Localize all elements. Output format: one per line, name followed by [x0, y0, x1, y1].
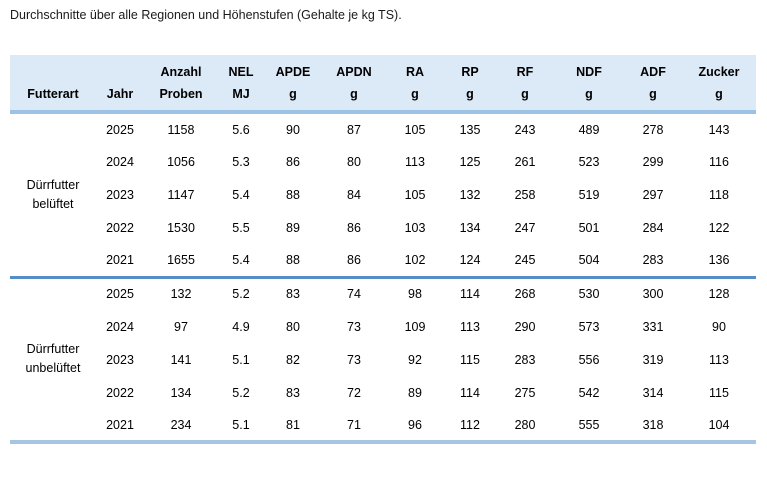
- column-header-line1: RA: [405, 65, 425, 79]
- value-cell: 96: [386, 409, 444, 442]
- value-cell: 114: [444, 376, 496, 409]
- value-cell: 125: [444, 145, 496, 178]
- value-cell: 80: [264, 310, 322, 343]
- column-header-line1: RF: [516, 65, 534, 79]
- value-cell: 90: [682, 310, 756, 343]
- value-cell: 519: [554, 178, 624, 211]
- column-header-line2: Proben: [159, 87, 203, 101]
- column-header-line1: ADF: [640, 65, 666, 79]
- value-cell: 86: [322, 211, 386, 244]
- year-cell: 2025: [96, 277, 144, 310]
- value-cell: 501: [554, 211, 624, 244]
- year-cell: 2025: [96, 112, 144, 145]
- value-cell: 114: [444, 277, 496, 310]
- value-cell: 245: [496, 244, 554, 277]
- value-cell: 112: [444, 409, 496, 442]
- table-header: [10, 55, 756, 112]
- value-cell: 88: [264, 244, 322, 277]
- value-cell: 86: [322, 244, 386, 277]
- value-cell: 82: [264, 343, 322, 376]
- value-cell: 280: [496, 409, 554, 442]
- value-cell: 81: [264, 409, 322, 442]
- value-cell: 71: [322, 409, 386, 442]
- value-cell: 92: [386, 343, 444, 376]
- value-cell: 72: [322, 376, 386, 409]
- value-cell: 5.4: [218, 178, 264, 211]
- value-cell: 83: [264, 277, 322, 310]
- value-cell: 124: [444, 244, 496, 277]
- value-cell: 5.6: [218, 112, 264, 145]
- feed-type-cell: [10, 277, 96, 442]
- column-header-line2: g: [411, 87, 419, 101]
- header-row: [10, 55, 756, 112]
- column-header: [218, 55, 264, 112]
- value-cell: 113: [444, 310, 496, 343]
- column-header: [264, 55, 322, 112]
- value-cell: 89: [386, 376, 444, 409]
- value-cell: 247: [496, 211, 554, 244]
- value-cell: 143: [682, 112, 756, 145]
- value-cell: 275: [496, 376, 554, 409]
- value-cell: 319: [624, 343, 682, 376]
- value-cell: 283: [496, 343, 554, 376]
- value-cell: 4.9: [218, 310, 264, 343]
- column-header-line1: [96, 55, 144, 84]
- table-row: [10, 178, 756, 211]
- value-cell: 299: [624, 145, 682, 178]
- column-header-line2: g: [350, 87, 358, 101]
- value-cell: 258: [496, 178, 554, 211]
- value-cell: 73: [322, 310, 386, 343]
- column-header: [144, 55, 218, 112]
- value-cell: 84: [322, 178, 386, 211]
- value-cell: 118: [682, 178, 756, 211]
- year-cell: 2022: [96, 376, 144, 409]
- column-header-line2: g: [466, 87, 474, 101]
- year-cell: 2024: [96, 145, 144, 178]
- value-cell: 1158: [144, 112, 218, 145]
- value-cell: 234: [144, 409, 218, 442]
- column-header-line1: NDF: [576, 65, 602, 79]
- value-cell: 109: [386, 310, 444, 343]
- value-cell: 530: [554, 277, 624, 310]
- value-cell: 542: [554, 376, 624, 409]
- value-cell: 98: [386, 277, 444, 310]
- column-header-line1: Zucker: [698, 65, 740, 79]
- column-header-line1: [10, 55, 96, 84]
- column-header: [96, 55, 144, 112]
- column-header: [682, 55, 756, 112]
- column-header-line1: NEL: [228, 65, 254, 79]
- value-cell: 314: [624, 376, 682, 409]
- value-cell: 331: [624, 310, 682, 343]
- table-row: [10, 277, 756, 310]
- column-header-line1: APDE: [275, 65, 311, 79]
- value-cell: 113: [682, 343, 756, 376]
- value-cell: 318: [624, 409, 682, 442]
- value-cell: 102: [386, 244, 444, 277]
- value-cell: 87: [322, 112, 386, 145]
- column-header: [554, 55, 624, 112]
- value-cell: 141: [144, 343, 218, 376]
- value-cell: 83: [264, 376, 322, 409]
- column-header-line2: g: [585, 87, 593, 101]
- value-cell: 1530: [144, 211, 218, 244]
- value-cell: 300: [624, 277, 682, 310]
- value-cell: 105: [386, 178, 444, 211]
- value-cell: 556: [554, 343, 624, 376]
- table-row: [10, 145, 756, 178]
- column-header-line1: RP: [461, 65, 479, 79]
- value-cell: 89: [264, 211, 322, 244]
- column-header: [322, 55, 386, 112]
- column-header-line2: g: [521, 87, 529, 101]
- value-cell: 290: [496, 310, 554, 343]
- value-cell: 136: [682, 244, 756, 277]
- year-cell: 2024: [96, 310, 144, 343]
- table-row: [10, 376, 756, 409]
- value-cell: 116: [682, 145, 756, 178]
- value-cell: 504: [554, 244, 624, 277]
- value-cell: 243: [496, 112, 554, 145]
- value-cell: 113: [386, 145, 444, 178]
- value-cell: 134: [444, 211, 496, 244]
- value-cell: 73: [322, 343, 386, 376]
- column-header: [386, 55, 444, 112]
- feed-group-unbelueftet: [10, 277, 756, 442]
- table-row: [10, 310, 756, 343]
- feed-group-belueftet: [10, 112, 756, 277]
- value-cell: 5.3: [218, 145, 264, 178]
- feed-type-line: unbelüftet: [25, 361, 81, 376]
- value-cell: 284: [624, 211, 682, 244]
- page-title: Durchschnitte über alle Regionen und Höhenstufen (Gehalte je kg TS).: [10, 8, 402, 22]
- value-cell: 115: [682, 376, 756, 409]
- value-cell: 132: [144, 277, 218, 310]
- table-row: [10, 244, 756, 277]
- column-header-line2: g: [649, 87, 657, 101]
- value-cell: 268: [496, 277, 554, 310]
- value-cell: 489: [554, 112, 624, 145]
- value-cell: 5.4: [218, 244, 264, 277]
- value-cell: 105: [386, 112, 444, 145]
- column-header-line2: g: [715, 87, 723, 101]
- value-cell: 1147: [144, 178, 218, 211]
- feed-type-line: Dürrfutter: [26, 177, 80, 192]
- feed-type-line: belüftet: [32, 196, 74, 211]
- year-cell: 2021: [96, 409, 144, 442]
- value-cell: 278: [624, 112, 682, 145]
- value-cell: 261: [496, 145, 554, 178]
- value-cell: 90: [264, 112, 322, 145]
- value-cell: 86: [264, 145, 322, 178]
- value-cell: 128: [682, 277, 756, 310]
- column-header-line2: MJ: [232, 87, 250, 101]
- value-cell: 74: [322, 277, 386, 310]
- column-header: [496, 55, 554, 112]
- value-cell: 5.1: [218, 409, 264, 442]
- value-cell: 122: [682, 211, 756, 244]
- column-header: [624, 55, 682, 112]
- column-header-line2: Futterart: [27, 87, 79, 101]
- value-cell: 555: [554, 409, 624, 442]
- value-cell: 5.2: [218, 376, 264, 409]
- value-cell: 573: [554, 310, 624, 343]
- year-cell: 2021: [96, 244, 144, 277]
- value-cell: 132: [444, 178, 496, 211]
- value-cell: 134: [144, 376, 218, 409]
- value-cell: 88: [264, 178, 322, 211]
- table-row: [10, 343, 756, 376]
- value-cell: 5.5: [218, 211, 264, 244]
- value-cell: 523: [554, 145, 624, 178]
- feed-averages-table: [10, 55, 756, 444]
- value-cell: 103: [386, 211, 444, 244]
- column-header: [444, 55, 496, 112]
- feed-type-cell: [10, 112, 96, 277]
- value-cell: 5.2: [218, 277, 264, 310]
- value-cell: 115: [444, 343, 496, 376]
- table-row: [10, 409, 756, 442]
- column-header-line1: Anzahl: [160, 65, 202, 79]
- value-cell: 1056: [144, 145, 218, 178]
- year-cell: 2023: [96, 178, 144, 211]
- value-cell: 5.1: [218, 343, 264, 376]
- value-cell: 1655: [144, 244, 218, 277]
- value-cell: 297: [624, 178, 682, 211]
- column-header-line1: APDN: [336, 65, 372, 79]
- table-row: [10, 211, 756, 244]
- value-cell: 135: [444, 112, 496, 145]
- year-cell: 2022: [96, 211, 144, 244]
- value-cell: 283: [624, 244, 682, 277]
- column-header-line2: Jahr: [106, 87, 134, 101]
- value-cell: 80: [322, 145, 386, 178]
- column-header-line2: g: [289, 87, 297, 101]
- column-header: [10, 55, 96, 112]
- year-cell: 2023: [96, 343, 144, 376]
- value-cell: 97: [144, 310, 218, 343]
- feed-type-line: Dürrfutter: [26, 342, 80, 357]
- value-cell: 104: [682, 409, 756, 442]
- table-row: [10, 112, 756, 145]
